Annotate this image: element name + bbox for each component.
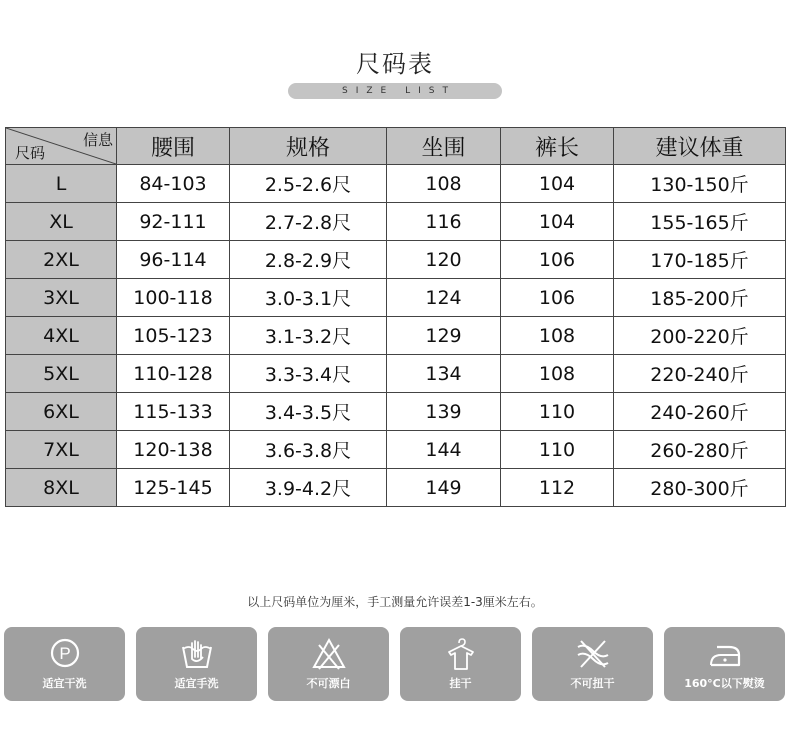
table-cell: 115-133 xyxy=(117,393,230,431)
care-label: 不可漂白 xyxy=(306,677,351,690)
no-bleach-icon xyxy=(311,637,347,671)
care-item-hand-wash xyxy=(136,627,257,701)
iron-icon xyxy=(707,637,743,671)
column-header: 规格 xyxy=(230,128,387,165)
no-wring-icon xyxy=(575,637,611,671)
table-cell: 3.0-3.1尺 xyxy=(230,279,387,317)
table-cell: 220-240斤 xyxy=(614,355,786,393)
table-cell: 120-138 xyxy=(117,431,230,469)
table-cell: 108 xyxy=(501,355,614,393)
table-cell: 112 xyxy=(501,469,614,507)
table-cell: 149 xyxy=(387,469,501,507)
corner-label-size: 尺码 xyxy=(15,144,46,162)
table-cell: 240-260斤 xyxy=(614,393,786,431)
hang-dry-icon xyxy=(443,637,479,671)
table-row xyxy=(6,317,786,355)
table-cell: 108 xyxy=(501,317,614,355)
table-cell: 124 xyxy=(387,279,501,317)
table-cell: 106 xyxy=(501,241,614,279)
column-header: 裤长 xyxy=(501,128,614,165)
table-cell: 100-118 xyxy=(117,279,230,317)
table-row xyxy=(6,241,786,279)
table-cell: 84-103 xyxy=(117,165,230,203)
table-cell: 3.6-3.8尺 xyxy=(230,431,387,469)
size-cell: 2XL xyxy=(6,241,117,279)
size-cell: L xyxy=(6,165,117,203)
table-cell: 144 xyxy=(387,431,501,469)
table-cell: 134 xyxy=(387,355,501,393)
table-cell: 155-165斤 xyxy=(614,203,786,241)
table-cell: 108 xyxy=(387,165,501,203)
table-cell: 3.3-3.4尺 xyxy=(230,355,387,393)
table-cell: 139 xyxy=(387,393,501,431)
table-cell: 96-114 xyxy=(117,241,230,279)
table-row xyxy=(6,393,786,431)
table-cell: 110 xyxy=(501,393,614,431)
care-item-no-bleach xyxy=(268,627,389,701)
size-cell: 4XL xyxy=(6,317,117,355)
care-label: 挂干 xyxy=(449,677,472,690)
size-cell: 6XL xyxy=(6,393,117,431)
table-cell: 129 xyxy=(387,317,501,355)
care-label: 160°C以下熨烫 xyxy=(684,677,765,690)
care-item-hang-dry xyxy=(400,627,521,701)
care-item-iron xyxy=(664,627,785,701)
table-row xyxy=(6,469,786,507)
table-row xyxy=(6,431,786,469)
table-row xyxy=(6,203,786,241)
table-cell: 2.7-2.8尺 xyxy=(230,203,387,241)
table-cell: 106 xyxy=(501,279,614,317)
size-cell: 3XL xyxy=(6,279,117,317)
measurement-note: 以上尺码单位为厘米，手工测量允许误差1-3厘米左右。 xyxy=(247,595,543,609)
table-row xyxy=(6,279,786,317)
care-label: 不可扭干 xyxy=(570,677,615,690)
table-cell: 3.9-4.2尺 xyxy=(230,469,387,507)
size-table xyxy=(5,127,786,507)
care-item-no-wring xyxy=(532,627,653,701)
table-cell: 125-145 xyxy=(117,469,230,507)
table-cell: 110-128 xyxy=(117,355,230,393)
table-cell: 130-150斤 xyxy=(614,165,786,203)
table-cell: 104 xyxy=(501,203,614,241)
table-cell: 104 xyxy=(501,165,614,203)
table-cell: 116 xyxy=(387,203,501,241)
table-cell: 105-123 xyxy=(117,317,230,355)
table-cell: 3.4-3.5尺 xyxy=(230,393,387,431)
care-item-dry-clean xyxy=(4,627,125,701)
care-label: 适宜手洗 xyxy=(174,677,219,690)
care-label: 适宜干洗 xyxy=(42,677,87,690)
size-cell: 7XL xyxy=(6,431,117,469)
table-cell: 3.1-3.2尺 xyxy=(230,317,387,355)
table-cell: 2.8-2.9尺 xyxy=(230,241,387,279)
size-cell: 8XL xyxy=(6,469,117,507)
table-cell: 2.5-2.6尺 xyxy=(230,165,387,203)
dry-clean-icon xyxy=(47,637,83,671)
size-cell: XL xyxy=(6,203,117,241)
column-header: 坐围 xyxy=(387,128,501,165)
table-cell: 185-200斤 xyxy=(614,279,786,317)
table-cell: 120 xyxy=(387,241,501,279)
table-header-row xyxy=(6,128,786,165)
corner-cell xyxy=(6,128,117,165)
size-cell: 5XL xyxy=(6,355,117,393)
table-cell: 92-111 xyxy=(117,203,230,241)
table-cell: 170-185斤 xyxy=(614,241,786,279)
page-title: 尺码表 xyxy=(356,50,434,78)
corner-label-info: 信息 xyxy=(82,131,113,149)
table-row xyxy=(6,165,786,203)
column-header: 建议体重 xyxy=(614,128,786,165)
column-header: 腰围 xyxy=(117,128,230,165)
svg-text:P: P xyxy=(59,644,71,663)
subtitle-pill: SIZE LIST xyxy=(288,83,502,99)
table-cell: 200-220斤 xyxy=(614,317,786,355)
table-cell: 260-280斤 xyxy=(614,431,786,469)
table-row xyxy=(6,355,786,393)
hand-wash-icon xyxy=(179,637,215,671)
table-cell: 110 xyxy=(501,431,614,469)
care-instructions xyxy=(4,627,786,701)
table-cell: 280-300斤 xyxy=(614,469,786,507)
